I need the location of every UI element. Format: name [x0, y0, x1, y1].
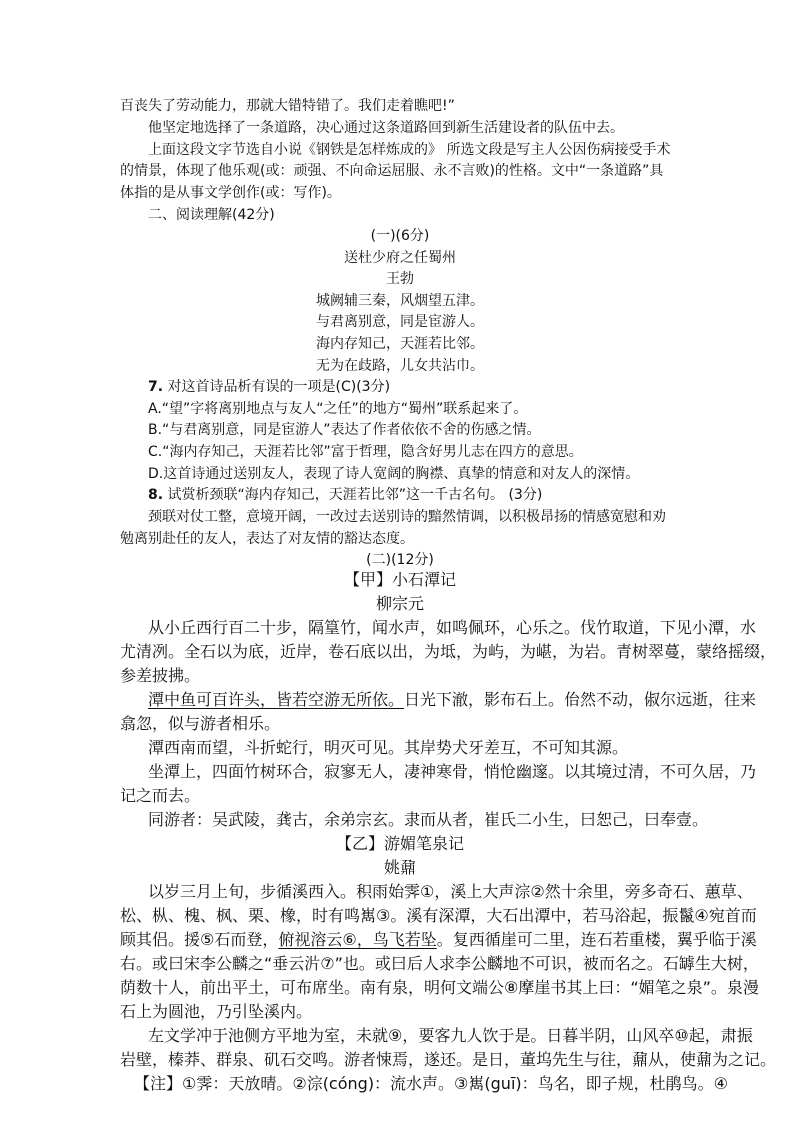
passage-line: 从小丘西行百二十步，隔篁竹，闻水声，如鸣佩环，心乐之。伐竹取道，下见小潭，水 [148, 618, 757, 637]
question-8 [120, 485, 708, 505]
text-line: 他坚定地选择了一条道路，决心通过这条道路回到新生活建设者的队伍中去。 [148, 120, 624, 136]
answer-line: 颈联对仗工整，意境开阔，一改过去送别诗的黯然情调，以积极昂扬的情感宽慰和劝 [148, 509, 666, 525]
text-line: 百丧失了劳动能力，那就大错特错了。我们走着瞧吧!” [120, 98, 455, 114]
underlined-sentence: 俯视溶云⑥，鸟飞若坠 [278, 930, 437, 949]
poem-line: 与君离别意，同是宦游人。 [316, 314, 484, 330]
part-heading: (二)(12分) [366, 552, 434, 568]
passage-line: 石上为圆池，乃引坠溪内。 [120, 1002, 313, 1021]
passage-author: 姚鼐 [383, 858, 416, 877]
option-d: D.这首诗通过送别友人，表现了诗人宽阔的胸襟、真挚的情意和对友人的深情。 [148, 466, 640, 482]
passage-line: 左文学冲于池侧方平地为室，未就⑨，要客九人饮于是。日暮半阴，山风卒⑩起，肃振 [148, 1026, 753, 1045]
passage-title: 【甲】小石潭记 [343, 570, 456, 589]
text-line: 体指的是从事文学创作(或：写作)。 [120, 185, 341, 201]
footnote-line: 【注】①霁：天放晴。②淙(cóng)：流水声。③嶲(guī)：鸟名，即子规，杜鹃鸟。④ [134, 1074, 728, 1093]
passage-text: 日光下澈，影布石上。佁然不动，俶尔远逝，往来 [404, 690, 757, 709]
passage-line: 记之而去。 [120, 786, 201, 805]
option-b: B.“与君离别意，同是宦游人”表达了作者依依不舍的伤感之情。 [148, 422, 541, 438]
poem-line: 城阙辅三秦，风烟望五津。 [316, 293, 484, 309]
question-number: 8. [148, 487, 164, 503]
passage-line: 坐潭上，四面竹树环合，寂寥无人，凄神寒骨，悄怆幽邃。以其境过清，不可久居，乃 [148, 762, 757, 781]
passage-line: 右。或曰宋李公麟之“垂云沜⑦”也。或曰后人求李公麟地不可识，被而名之。石罅生大树， [120, 954, 759, 973]
passage-line: 参差披拂。 [120, 666, 201, 685]
question-text: 试赏析颈联“海内存知己，天涯若比邻”这一千古名句。 (3分) [163, 487, 543, 503]
underlined-sentence: 潭中鱼可百许头，皆若空游无所依。 [148, 690, 405, 709]
option-a: A.“望”字将离别地点与友人“之任”的地方“蜀州”联系起来了。 [148, 401, 528, 417]
passage-line [120, 688, 757, 712]
passage-line: 同游者：吴武陵，龚古，余弟宗玄。隶而从者，崔氏二小生，曰恕己，曰奉壹。 [148, 810, 709, 829]
part-heading: (一)(6分) [370, 228, 430, 244]
passage-line: 岩壁，榛莽、群泉、矶石交鸣。游者悚焉，遂还。是日，董坞先生与往，鼐从，使鼐为之记。 [120, 1050, 777, 1069]
poem-line: 无为在歧路，儿女共沾巾。 [316, 358, 484, 374]
question-7 [120, 377, 708, 397]
option-c: C.“海内存知己，天涯若比邻”富于哲理，隐含好男儿志在四方的意思。 [148, 444, 583, 460]
passage-line: 松、枞、槐、枫、栗、橡，时有鸣嶲③。溪有深潭，大石出潭中，若马浴起，振鬣④宛首而 [120, 906, 757, 925]
poem-title: 送杜少府之任蜀州 [344, 250, 456, 266]
text-line: 上面这段文字节选自小说《钢铁是怎样炼成的》 所选文段是写主人公因伤病接受手术 [148, 142, 671, 158]
question-number: 7. [148, 379, 164, 395]
question-text: 对这首诗品析有误的一项是(C)(3分) [163, 379, 391, 395]
answer-line: 勉离别赴任的友人，表达了对友情的豁达态度。 [120, 531, 414, 547]
passage-line: 荫数十人，前出平土，可布席坐。南有泉，明何文端公⑧摩崖书其上曰：“媚笔之泉”。泉漫 [120, 978, 759, 997]
passage-line: 以岁三月上旬，步循溪西入。积雨始霁①，溪上大声淙②然十余里，旁多奇石、蕙草、 [148, 882, 753, 901]
passage-title: 【乙】游媚笔泉记 [335, 834, 464, 853]
passage-line: 翕忽，似与游者相乐。 [120, 714, 281, 733]
poem-line: 海内存知己，天涯若比邻。 [316, 336, 484, 352]
poem-author: 王勃 [386, 271, 414, 287]
passage-text: 。复西循崖可二里，连石若重楼，翼乎临于溪 [436, 930, 757, 949]
passage-line: 潭西南而望，斗折蛇行，明灭可见。其岸势犬牙差互，不可知其源。 [148, 738, 629, 757]
passage-line: 尤清冽。全石以为底，近岸，卷石底以出，为坻，为屿，为嵁，为岩。青树翠蔓，蒙络摇缀， [120, 642, 777, 661]
passage-text: 顾其侣。援⑤石而登， [120, 930, 279, 949]
passage-line [120, 928, 757, 952]
passage-author: 柳宗元 [375, 594, 424, 613]
section-title: 二、阅读理解(42分) [148, 207, 275, 223]
text-line: 的情景，体现了他乐观(或：顽强、不向命运屈服、永不言败)的性格。文中“一条道路”具 [120, 163, 664, 179]
